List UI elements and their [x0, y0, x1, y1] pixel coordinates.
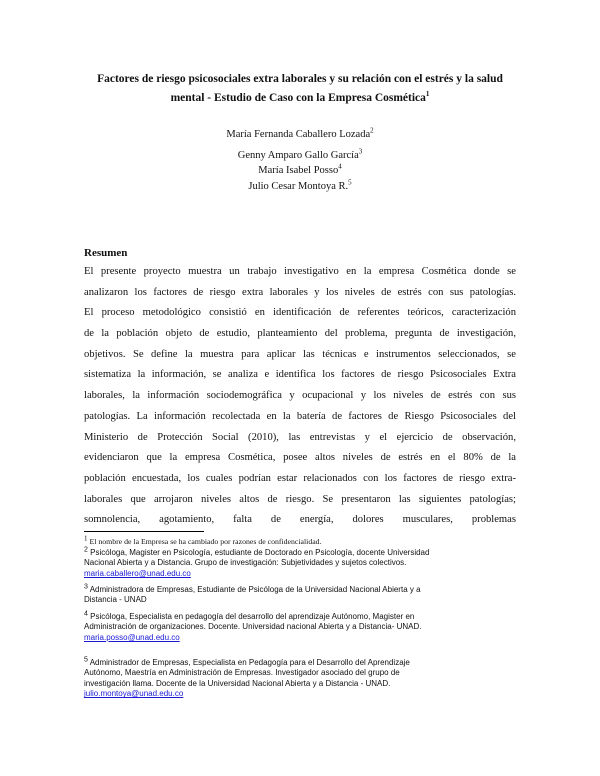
author-footnote-ref[interactable]: 5	[348, 178, 352, 186]
footnote-5	[84, 658, 524, 700]
abstract-line: El presente proyecto muestra un trabajo investigativo en la empresa Cosmética donde se	[84, 266, 516, 277]
footnote-line	[84, 658, 524, 668]
abstract-line: laborales que arrojaron niveles altos de riesgo. Se presentaron las siguientes patologías;	[84, 493, 516, 505]
footnote-marker: 2	[84, 546, 88, 554]
abstract-body	[84, 262, 516, 531]
footnote-text: Psicóloga, Magister en Psicología, estudiante de Doctorado en Psicología, docente Universidad	[87, 548, 430, 557]
abstract-line: población encuestada, los cuales podrían estar relacionados con los factores de riesgo extra-	[84, 472, 516, 484]
footnote-line: Nacional Abierta y a Distancia. Grupo de investigación: Subjetividades y sujetos colectivos.	[84, 558, 407, 568]
paper-title	[84, 70, 516, 108]
abstract-line: El proceso metodológico consistió en identificación de referentes teóricos, caracterización	[84, 307, 516, 319]
footnote-3	[84, 585, 524, 606]
author-name: Genny Amparo Gallo García	[237, 149, 359, 161]
footnote-line: Distancia - UNAD	[84, 595, 147, 605]
author-footnote-ref[interactable]: 4	[338, 162, 342, 171]
abstract-line: analizaron los factores de riesgo extra laborales y los niveles de estrés con sus patologías.	[84, 286, 516, 298]
footnote-4	[84, 612, 524, 643]
footnote-line: investigación llama. Docente de la Universidad Nacional Abierta y a Distancia - UNAD.	[84, 678, 391, 688]
email-link[interactable]: julio.montoya@unad.edu.co	[84, 689, 184, 699]
author-list	[150, 127, 450, 194]
footnote-marker: 4	[84, 610, 88, 618]
footnote-marker: 5	[84, 656, 88, 664]
abstract-heading: Resumen	[84, 247, 128, 259]
title-footnote-ref[interactable]: 1	[425, 90, 430, 99]
footnote-1	[84, 534, 524, 547]
footnote-marker: 3	[84, 583, 88, 591]
author-name: María Fernanda Caballero Lozada	[226, 129, 371, 140]
footnote-text: Administrador de Empresas, Especialista en Pedagogía para el Desarrollo del Aprendizaje	[87, 658, 410, 667]
footnote-line	[84, 548, 524, 558]
footnote-text: El nombre de la Empresa se ha cambiado por razones de confidencialidad.	[87, 537, 322, 546]
footnote-text: Psicóloga, Especialista en pedagogía del desarrollo del aprendizaje Autónomo, Magister en	[87, 612, 415, 621]
footnote-line	[84, 534, 524, 547]
footnote-divider	[84, 531, 204, 532]
email-link[interactable]: maria.posso@unad.edu.co	[84, 632, 180, 642]
author-footnote-ref[interactable]: 2	[370, 126, 374, 135]
author	[150, 179, 450, 195]
abstract-line: objetivos. Se define la muestra para aplicar las técnicas e instrumentos seleccionados, se	[84, 348, 516, 360]
abstract-line: laborales, la información sociodemográfica y ocupacional y los niveles de estrés con sus	[84, 390, 516, 402]
footnote-line	[84, 612, 524, 622]
author-name: María Isabel Posso	[258, 165, 339, 176]
email-link[interactable]: maria.caballero@unad.edu.co	[84, 568, 191, 578]
abstract-line: somnolencia, agotamiento, falta de energía, dolores musculares, problemas	[84, 514, 516, 526]
title-line-2-text: mental - Estudio de Caso con la Empresa Cosmética	[170, 92, 426, 104]
abstract-line: evidenciaron que la empresa Cosmética, posee altos niveles de estrés en el 80% de la	[84, 452, 516, 464]
author-name: Julio Cesar Montoya R.	[248, 180, 349, 192]
footnote-text: Administradora de Empresas, Estudiante de Psicóloga de la Universidad Nacional Abierta y a	[87, 585, 421, 594]
footnote-marker: 1	[84, 534, 88, 543]
title-line-1: Factores de riesgo psicosociales extra laborales y su relación con el estrés y la salud	[97, 73, 503, 85]
footnote-2	[84, 548, 524, 579]
author	[150, 148, 450, 164]
abstract-line: de la población objeto de estudio, planteamiento del problema, pregunta de investigación,	[84, 328, 516, 340]
author	[150, 163, 450, 179]
abstract-line: sistematiza la información, se analiza e identifica los factores de riesgo Psicosociales Extra	[84, 369, 516, 381]
abstract-line: patologías. La información recolectada en la batería de factores de Riesgo Psicosociales del	[84, 410, 516, 422]
footnote-line: Administración de organizaciones. Docente. Universidad nacional Abierta y a Distancia- UNAD.	[84, 622, 422, 632]
author	[150, 127, 450, 143]
footnote-line: Autónomo, Maestría en Administración de Empresas. Investigador asociado del grupo de	[84, 668, 400, 678]
author-footnote-ref[interactable]: 3	[358, 147, 363, 155]
abstract-line: Ministerio de Protección Social (2010), las entrevistas y el ejercicio de observación,	[84, 431, 516, 443]
title-line-2	[84, 89, 516, 108]
footnote-line	[84, 585, 524, 595]
